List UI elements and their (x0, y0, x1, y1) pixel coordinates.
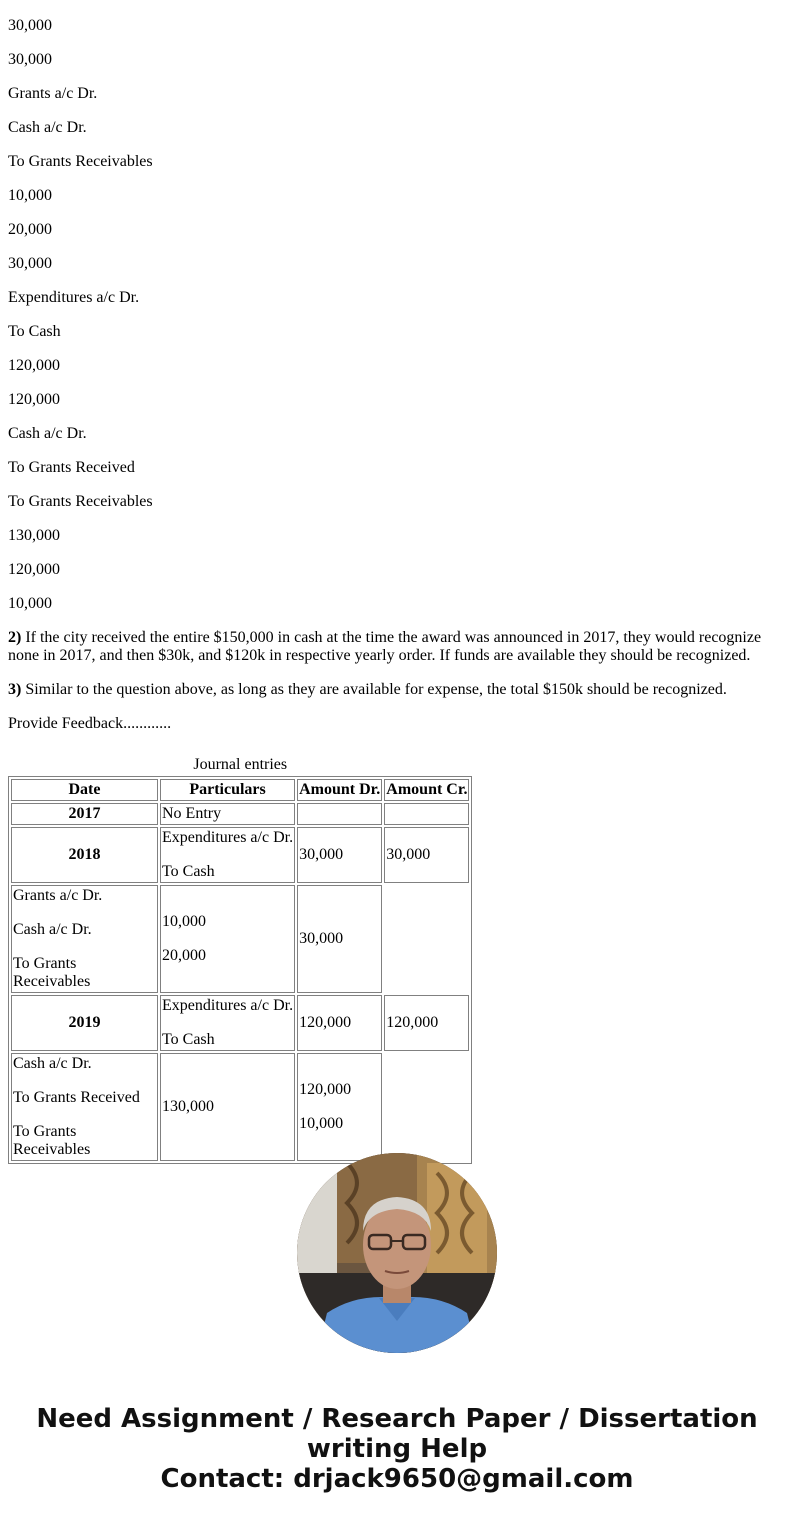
header-date: Date (11, 779, 158, 801)
amount-cr-cell: 120,000 (384, 995, 469, 1051)
table-caption: Journal entries (193, 756, 288, 773)
header-particulars: Particulars (160, 779, 295, 801)
particulars-cell (160, 827, 295, 883)
date-cell (11, 885, 158, 993)
promo-line: writing Help (306, 1434, 488, 1464)
journal-table-wrapper (8, 756, 472, 1164)
provide-feedback-link[interactable]: Provide Feedback............ (8, 715, 172, 732)
amount-dr-cell: 30,000 (297, 885, 382, 993)
text-line: To Grants Received (8, 459, 135, 476)
particular-line: To Grants Receivables (13, 1123, 91, 1158)
amount-dr-cell (297, 803, 382, 825)
text-line: 10,000 (8, 595, 52, 612)
particular-line: Grants a/c Dr. (13, 887, 103, 904)
text-line: 120,000 (8, 561, 60, 578)
answer-number: 3) (8, 681, 22, 698)
particulars-cell (160, 885, 295, 993)
date-cell (11, 1053, 158, 1161)
answer-content (8, 0, 778, 749)
text-line (8, 0, 778, 1)
text-line: To Grants Receivables (8, 153, 153, 170)
amount-line: 120,000 (299, 1081, 352, 1098)
particular-line: Cash a/c Dr. (13, 921, 92, 938)
text-line: Expenditures a/c Dr. (8, 289, 140, 306)
table-header-row (11, 779, 469, 801)
particulars-cell: No Entry (160, 803, 295, 825)
amount-line: 20,000 (162, 947, 206, 964)
amount-dr-cell: 120,000 (297, 995, 382, 1051)
header-amount-cr: Amount Cr. (384, 779, 469, 801)
particulars-cell: 130,000 (160, 1053, 295, 1161)
avatar-photo (297, 1153, 497, 1353)
table-row (11, 827, 469, 883)
header-amount-dr: Amount Dr. (297, 779, 382, 801)
particulars-cell (160, 995, 295, 1051)
promo-contact[interactable]: Contact: drjack9650@gmail.com (160, 1464, 634, 1494)
table-row (11, 1053, 469, 1161)
promo-line: Need Assignment / Research Paper / Dissertation (36, 1404, 758, 1434)
answer-paragraph-2 (8, 629, 778, 665)
text-line: 20,000 (8, 221, 52, 238)
answer-text: Similar to the question above, as long as they are available for expense, the total $150k should be recognized. (21, 681, 727, 698)
text-line: Cash a/c Dr. (8, 425, 87, 442)
amount-dr-cell (297, 1053, 382, 1161)
particular-line: To Grants Received (13, 1089, 140, 1106)
year-cell: 2019 (11, 995, 158, 1051)
amount-dr-cell: 30,000 (297, 827, 382, 883)
text-line: 30,000 (8, 255, 52, 272)
text-line: Grants a/c Dr. (8, 85, 98, 102)
promo-banner (0, 1404, 794, 1494)
author-avatar (297, 1153, 497, 1353)
text-line: 130,000 (8, 527, 60, 544)
text-line: To Cash (8, 323, 61, 340)
amount-line: 10,000 (162, 913, 206, 930)
particular-line: To Grants Receivables (13, 955, 91, 990)
particular-line: Expenditures a/c Dr. (162, 829, 294, 846)
text-line: To Grants Receivables (8, 493, 153, 510)
amount-cr-cell (384, 803, 469, 825)
answer-text: If the city received the entire $150,000 in cash at the time the award was announced in 2017, they would recognize none in 2017, and then $30k, and $120k in respective yearly order. If funds are available they should be recognized. (8, 629, 762, 664)
text-line: 10,000 (8, 187, 52, 204)
year-cell: 2018 (11, 827, 158, 883)
text-line: Cash a/c Dr. (8, 119, 87, 136)
table-row (11, 803, 469, 825)
year-cell: 2017 (11, 803, 158, 825)
text-line: 30,000 (8, 51, 52, 68)
particular-line: Expenditures a/c Dr. (162, 997, 294, 1014)
particular-line: To Cash (162, 1031, 215, 1048)
text-line: 30,000 (8, 17, 52, 34)
amount-line: 10,000 (299, 1115, 344, 1132)
particular-line: To Cash (162, 863, 215, 880)
text-line: 120,000 (8, 391, 60, 408)
particular-line: Cash a/c Dr. (13, 1055, 92, 1072)
amount-cr-cell: 30,000 (384, 827, 469, 883)
table-row (11, 885, 469, 993)
answer-paragraph-3 (8, 681, 778, 699)
answer-number: 2) (8, 629, 22, 646)
table-row (11, 995, 469, 1051)
journal-entries-table (8, 756, 472, 1164)
text-line: 120,000 (8, 357, 60, 374)
